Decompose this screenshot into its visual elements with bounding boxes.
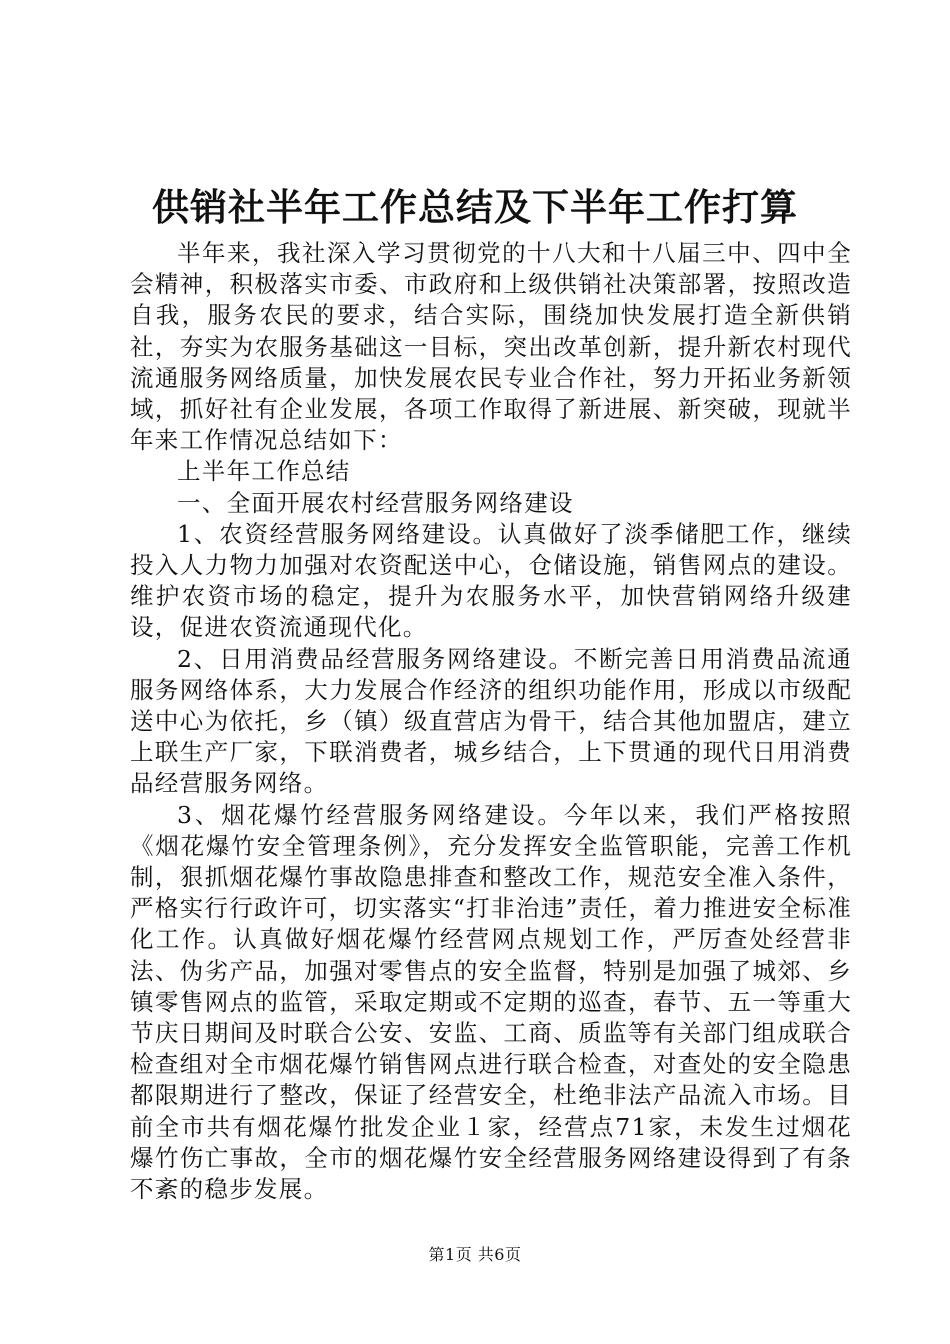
section-heading: 上半年工作总结 bbox=[177, 457, 351, 486]
page-number-footer: 第1页 共6页 bbox=[428, 1245, 522, 1264]
subsection-heading: 一、全面开展农村经营服务网络建设 bbox=[177, 488, 574, 517]
item-paragraph-1: 1、农资经营服务网络建设。认真做好了淡季储肥工作，继续投入人力物力加强对农资配送中心，仓储设施，销售网点的建设。维护农资市场的稳定，提升为农服务水平，加快营销网络升级建设，促进农资流通现代化。 bbox=[130, 519, 852, 642]
intro-paragraph: 半年来，我社深入学习贯彻党的十八大和十八届三中、四中全会精神，积极落实市委、市政府和上级供销社决策部署，按照改造自我，服务农民的要求，结合实际，围绕加快发展打造全新供销社，夯实为农服务基础这一目标，突出改革创新，提升新农村现代流通服务网络质量，加快发展农民专业合作社，努力开拓业务新领域，抓好社有企业发展，各项工作取得了新进展、新突破，现就半年来工作情况总结如下： bbox=[130, 239, 852, 455]
item-paragraph-2: 2、日用消费品经营服务网络建设。不断完善日用消费品流通服务网络体系，大力发展合作经济的组织功能作用，形成以市级配送中心为依托，乡（镇）级直营店为骨干，结合其他加盟店，建立上联生产厂家，下联消费者，城乡结合，上下贯通的现代日用消费品经营服务网络。 bbox=[130, 644, 852, 798]
document-body bbox=[130, 238, 852, 1205]
document-title: 供销社半年工作总结及下半年工作打算 bbox=[152, 185, 798, 229]
item-paragraph-3: 3、烟花爆竹经营服务网络建设。今年以来，我们严格按照《烟花爆竹安全管理条例》，充分发挥安全监管职能，完善工作机制，狠抓烟花爆竹事故隐患排查和整改工作，规范安全准入条件，严格实行行政许可，切实落实“打非治违”责任，着力推进安全标准化工作。认真做好烟花爆竹经营网点规划工作，严厉查处经营非法、伪劣产品，加强对零售点的安全监督，特别是加强了城郊、乡镇零售网点的监管，采取定期或不定期的巡查，春节、五一等重大节庆日期间及时联合公安、安监、工商、质监等有关部门组成联合检查组对全市烟花爆竹销售网点进行联合检查，对查处的安全隐患都限期进行了整改，保证了经营安全，杜绝非法产品流入市场。目前全市共有烟花爆竹批发企业１家，经营点71家，未发生过烟花爆竹伤亡事故，全市的烟花爆竹安全经营服务网络建设得到了有条不紊的稳步发展。 bbox=[130, 800, 852, 1204]
